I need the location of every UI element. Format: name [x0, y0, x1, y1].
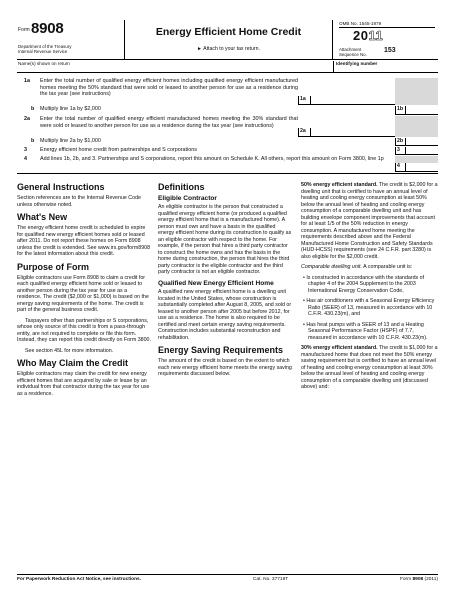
form-footer: [17, 574, 438, 584]
form-header: [17, 20, 438, 60]
comparable-unit-heading: Comparable dwelling unit.: [301, 264, 362, 270]
form-label: Form: [18, 27, 30, 33]
whats-new-text: The energy efficient home credit is scheduled to expire for qualified new energy efficient homes sold or leased after 2011. Do not report these homes on Form 8908 unless the credit is extended. See www.irs.gov/form8908 for the latest information about this credit.: [17, 225, 151, 257]
form-reference: [400, 577, 438, 582]
heading-qualified-home: Qualified New Energy Efficient Home: [158, 279, 274, 287]
line-1b-input[interactable]: [406, 106, 438, 115]
form-number: 8908: [31, 20, 64, 37]
line-4: [17, 156, 438, 172]
line-text: Enter the total number of qualified energy efficient homes including qualified energy efficient manufactured homes meeting the 50% standard that were sold or leased to another person for use as a residence during the tax year (see instructions): [40, 78, 298, 98]
heading-purpose: Purpose of Form: [17, 261, 90, 272]
line-box-label: 1b: [395, 106, 406, 115]
sequence-line1: Attachment: [339, 47, 362, 52]
line-text: Multiply line 1a by $2,000: [40, 106, 101, 112]
column-standards: [301, 182, 438, 395]
tax-year: [353, 28, 383, 43]
purpose-text-1: Eligible contractors use Form 8908 to claim a credit for each qualified energy efficient home sold or leased to another person during the tax year for use as a residence. The credit ($2,000 or $1,000) is based on the energy saving requirements of the home. The credit is part of the general business credit.: [17, 274, 149, 313]
standard-50-paragraph: [301, 182, 438, 260]
line-2b: [17, 138, 438, 147]
form-page: [17, 20, 438, 590]
line-4-input[interactable]: [406, 163, 438, 172]
title-block: [125, 20, 332, 60]
department-line: Department of the Treasury: [18, 44, 72, 49]
year-prefix: 20: [353, 28, 369, 43]
line-number: 1a: [24, 78, 30, 84]
line-1b: [17, 106, 438, 116]
sequence-info: [339, 47, 396, 57]
form-ref-prefix: Form: [399, 577, 413, 582]
heading-who-may-claim: Who May Claim the Credit: [17, 358, 129, 368]
line-1a-input[interactable]: [311, 96, 395, 105]
standard-30-paragraph: [301, 345, 438, 391]
purpose-text-3: See section 45L for more information.: [25, 347, 114, 354]
department-text: [18, 44, 71, 54]
column-general: [17, 182, 151, 401]
eligible-contractor-text: An eligible contractor is the person that constructed a qualified energy efficient home (or produced a qualified energy efficient home that is a manufactured home). A person must own and have a basis in the qualified energy efficient home during its construction to qualify as an eligible contractor with respect to the home. For example, if the person that hires a third party contractor to construct the home owns and has the basis in the home during construction, the person that hires the third party contractor is the eligible contractor and the third party contractor is not an eligible contractor.: [158, 204, 292, 276]
line-2b-input[interactable]: [406, 138, 438, 146]
line-2a-input[interactable]: [311, 128, 395, 137]
form-ref-year: (2011): [423, 577, 438, 582]
omb-number: OMB No. 1545-1979: [339, 21, 435, 28]
line-sub: b: [31, 106, 35, 112]
omb-block: [332, 20, 438, 60]
bullet-iecc: • Is constructed in accordance with the standards of chapter 4 of the 2004 Supplement to the 2003 International Energy Conservation Code,: [303, 274, 425, 294]
comparable-unit-paragraph: [301, 264, 438, 271]
column-definitions: [158, 182, 292, 382]
standard-30-text: The credit is $1,000 for a manufactured home that does not meet the 50% energy saving requirement but is certified to have an annual level of heating and cooling energy consumption at least 30% below the annual level of heating and cooling energy consumption of a comparable dwelling unit (discussed above) and:: [301, 345, 438, 390]
comparable-unit-text: A comparable unit is:: [361, 264, 413, 270]
line-box-label: 4: [395, 163, 406, 172]
line-number: 2a: [24, 116, 30, 122]
form-ref-number: 8908: [412, 577, 424, 582]
qualified-home-text: A qualified new energy efficient home is a dwelling unit located in the United States, whose construction is substantially completed after August 8, 2005, and sold or leased to another person after 2005 but before 2012, for use as a residence. The home is also required to be certified and meet certain energy saving requirements. Construction includes substantial reconstruction and rehabilitation.: [158, 289, 292, 341]
sequence-number: 153: [384, 47, 396, 54]
paperwork-notice: For Paperwork Reduction Act Notice, see instructions.: [17, 577, 142, 582]
line-text: Energy efficient home credit from partnerships and S corporations: [40, 147, 197, 153]
who-may-claim-text: Eligible contractors may claim the credit for new energy efficient homes that are acquired by sale or lease by an individual from that contractor during the tax year for use as a residence.: [17, 371, 150, 397]
energy-saving-text: The amount of the credit is based on the extent to which each new energy efficient home meets the energy saving requirements discussed below.: [158, 358, 292, 378]
year-suffix: 11: [368, 28, 384, 43]
form-id-block: [17, 20, 125, 60]
names-row: [17, 60, 438, 73]
line-text: Multiply line 2a by $1,000: [40, 138, 101, 144]
heading-general-instructions: General Instructions: [17, 182, 105, 192]
shaded-area: [395, 156, 438, 163]
heading-definitions: Definitions: [158, 182, 205, 192]
arrow-right-icon: ►: [197, 46, 202, 52]
line-sub: b: [31, 138, 35, 144]
line-text: Enter the total number of qualified energy efficient manufactured homes meeting the 30% standard that were sold or leased to another person for use as a residence during the tax year (see instructions): [40, 116, 298, 129]
line-number: 4: [24, 156, 27, 162]
lines-divider: [17, 173, 438, 174]
heading-eligible-contractor: Eligible Contractor: [158, 195, 217, 202]
general-text: Section references are to the Internal Revenue Code unless otherwise noted.: [17, 195, 141, 208]
line-box-label: 2b: [395, 138, 406, 146]
line-box-label: 1a: [298, 96, 311, 105]
line-number: 3: [24, 147, 27, 153]
purpose-text-2: Taxpayers other than partnerships or S corporations, whose only source of this credit is from a pass-through entity, are not required to complete or file this form. Instead, they can report this credit directly on Form 3800.: [17, 317, 151, 343]
form-title: Energy Efficient Home Credit: [155, 26, 302, 38]
standard-50-heading: 50% energy efficient standard.: [301, 182, 378, 188]
line-box-label: 2a: [298, 128, 311, 137]
identifying-number-field[interactable]: Identifying number: [333, 61, 377, 73]
shaded-area: [395, 116, 438, 137]
standard-50-text: The credit is $2,000 for a dwelling unit that is certified to have an annual level of heating and cooling energy consumption at least 50% below the annual level of heating and cooling energy consumption of a comparable dwelling unit and has building envelope component improvements that account for at least 1/5 of the 50% reduction in energy consumption. A manufactured home meeting the requirements described above and the Federal Manufactured Home Construction and Safety Standards (HUD-HCSS) requirements (see 24 C.F.R. part 3280) is also eligible for the $2,000 credit.: [301, 182, 438, 260]
line-3-input[interactable]: [406, 147, 438, 155]
attach-text: Attach to your tax return.: [203, 46, 260, 52]
attach-instruction: [125, 46, 332, 52]
catalog-number: Cat. No. 37718T: [253, 577, 289, 582]
standard-30-heading: 30% energy efficient standard.: [301, 345, 378, 351]
bullet-air-conditioners: • Has air conditioners with a Seasonal Energy Efficiency Ratio (SEER) of 13, measured in accordance with 10 C.F.R. 430.23(m), and: [303, 298, 435, 317]
sequence-line2: Sequence No.: [339, 52, 367, 57]
name-field[interactable]: Name(s) shown on return: [18, 61, 70, 66]
heading-whats-new: What's New: [17, 212, 68, 222]
line-text: Add lines 1b, 2b, and 3. Partnerships and S corporations, report this amount on Schedule K. All others, report this amount on Form 3800, line 1p: [40, 156, 384, 162]
shaded-area: [395, 78, 438, 105]
heading-energy-saving: Energy Saving Requirements: [158, 345, 284, 356]
line-box-label: 3: [395, 147, 406, 155]
bullet-heat-pumps: • Has heat pumps with a SEER of 13 and a Heating Seasonal Performance Factor (HSPF) of 7.7, measured in accordance with 10 C.F.R. 430.23(m).: [303, 321, 428, 341]
service-line: Internal Revenue Service: [18, 49, 68, 55]
line-3: [17, 147, 438, 156]
